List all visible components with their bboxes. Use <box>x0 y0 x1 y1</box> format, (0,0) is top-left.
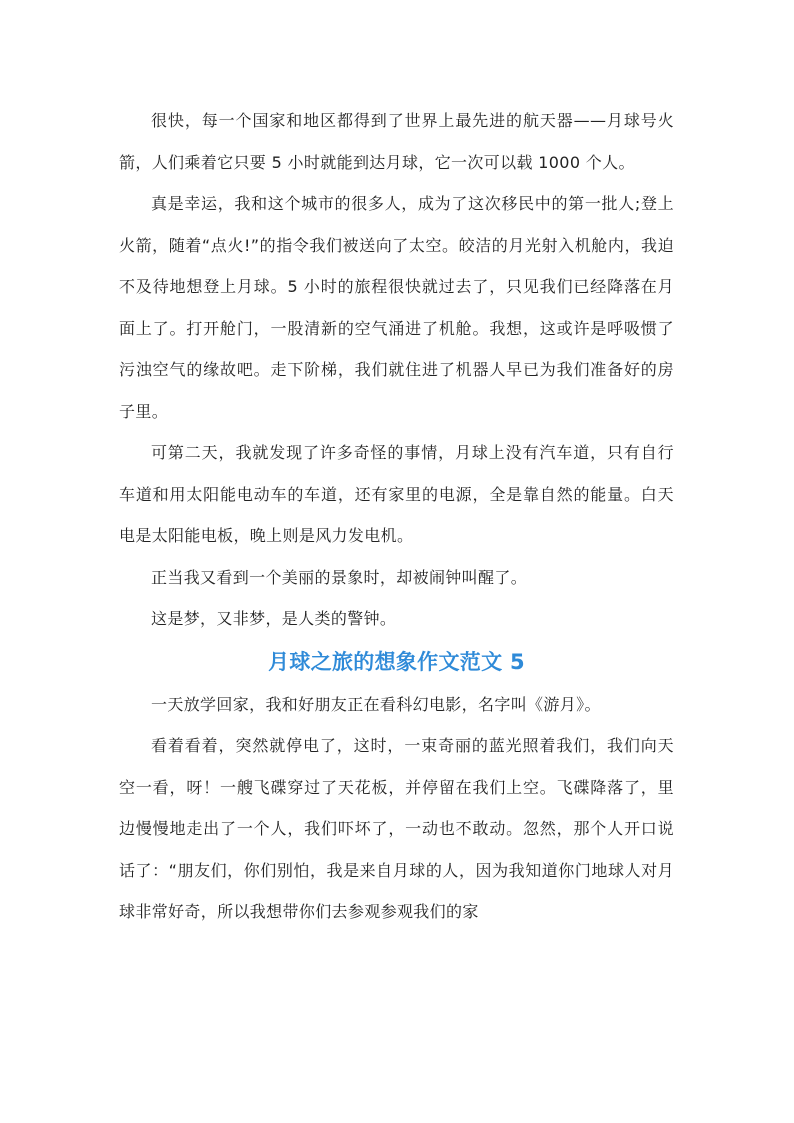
paragraph-launch: 真是幸运，我和这个城市的很多人，成为了这次移民中的第一批人;登上火箭，随着“点火!”的指令我们被送向了太空。皎洁的月光射入机舱内，我迫不及待地想登上月球。5 小时的旅程很快就过去了，只见我们已经降落在月面上了。打开舱门，一股清新的空气涌进了机舱。我想，这或许是呼吸惯了污浊空气的缘故吧。走下阶梯，我们就住进了机器人早已为我们准备好的房子里。 <box>119 194 674 421</box>
paragraph-ufo: 看着看着，突然就停电了，这时，一束奇丽的蓝光照着我们，我们向天空一看，呀！一艘飞碟穿过了天花板，并停留在我们上空。飞碟降落了，里边慢慢地走出了一个人，我们吓坏了，一动也不敢动。忽然，那个人开口说话了：“朋友们，你们别怕，我是来自月球的人，因为我知道你门地球人对月球非常好奇，所以我想带你们去参观参观我们的家 <box>119 736 674 921</box>
paragraph-warning: 这是梦，又非梦，是人类的警钟。 <box>151 609 397 628</box>
paragraph-second-day: 可第二天，我就发现了许多奇怪的事情，月球上没有汽车道，只有自行车道和用太阳能电动车的车道，还有家里的电源，全是靠自然的能量。白天电是太阳能电板，晚上则是风力发电机。 <box>119 443 674 545</box>
paragraph-movie: 一天放学回家，我和好朋友正在看科幻电影，名字叫《游月》。 <box>151 694 601 714</box>
paragraph-rocket: 很快，每一个国家和地区都得到了世界上最先进的航天器——月球号火箭，人们乘着它只要 5 小时就能到达月球，它一次可以载 1000 个人。 <box>119 111 674 172</box>
paragraph-alarm: 正当我又看到一个美丽的景象时，却被闹钟叫醒了。 <box>151 567 528 587</box>
document-page <box>119 100 674 933</box>
section-title: 月球之旅的想象作文范文 5 <box>268 649 525 674</box>
